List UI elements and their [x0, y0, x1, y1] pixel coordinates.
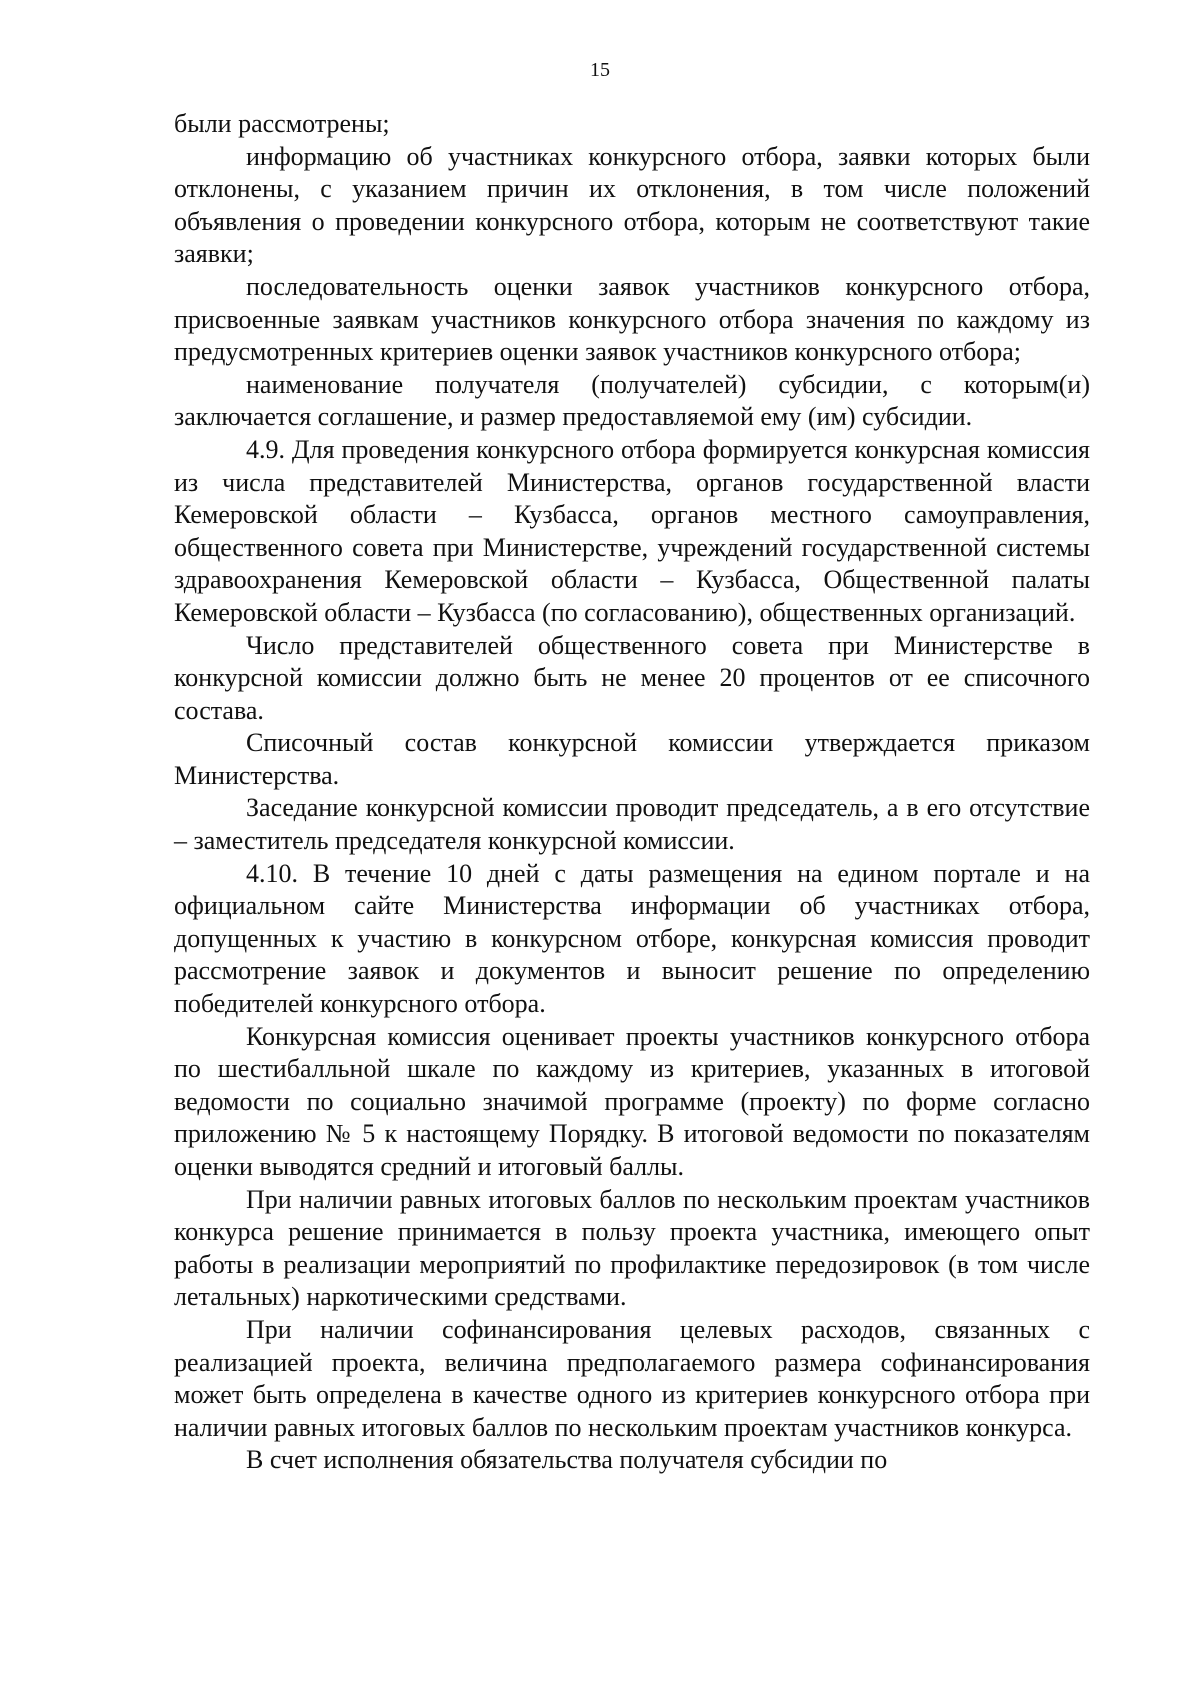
paragraph-12: При наличии софинансирования целевых расходов, связанных с реализацией проекта, величина предполагаемого размера софинансирования может быть определена в качестве одного из критериев конкурсного отбора при наличии равных итоговых баллов по нескольким проектам участников конкурса.	[174, 1314, 1090, 1442]
paragraph-1: были рассмотрены;	[174, 109, 390, 138]
paragraph-5: 4.9. Для проведения конкурсного отбора формируется конкурсная комиссия из числа представителей Министерства, органов государственной власти Кемеровской области – Кузбасса, органов местного самоуправления, общественного совета при Министерстве, учреждений государственной системы здравоохранения Кемеровской области – Кузбасса, Общественной палаты Кемеровской области – Кузбасса (по согласованию), общественных организаций.	[174, 434, 1090, 627]
paragraph-7: Списочный состав конкурсной комиссии утверждается приказом Министерства.	[174, 728, 1090, 790]
paragraph-9: 4.10. В течение 10 дней с даты размещения на едином портале и на официальном сайте Министерства информации об участниках отбора, допущенных к участию в конкурсном отборе, конкурсная комиссия проводит рассмотрение заявок и документов и выносит решение по определению победителей конкурсного отбора.	[174, 858, 1090, 1019]
document-body	[174, 108, 1090, 1477]
paragraph-4: наименование получателя (получателей) субсидии, с которым(и) заключается соглашение, и размер предоставляемой ему (им) субсидии.	[174, 369, 1090, 432]
paragraph-13: В счет исполнения обязательства получателя субсидии по	[246, 1445, 888, 1475]
page-number: 15	[590, 59, 610, 81]
paragraph-10: Конкурсная комиссия оценивает проекты участников конкурсного отбора по шестибалльной шкале по каждому из критериев, указанных в итоговой ведомости по социально значимой программе (проекту) по форме согласно приложению № 5 к настоящему Порядку. В итоговой ведомости по показателям оценки выводятся средний и итоговый баллы.	[174, 1021, 1090, 1181]
paragraph-2: информацию об участниках конкурсного отбора, заявки которых были отклонены, с указанием причин их отклонения, в том числе положений объявления о проведении конкурсного отбора, которым не соответствуют такие заявки;	[174, 141, 1090, 269]
paragraph-8: Заседание конкурсной комиссии проводит председатель, а в его отсутствие – заместитель председателя конкурсной комиссии.	[174, 793, 1090, 856]
paragraph-11: При наличии равных итоговых баллов по нескольким проектам участников конкурса решение принимается в пользу проекта участника, имеющего опыт работы в реализации мероприятий по профилактике передозировок (в том числе летальных) наркотическими средствами.	[174, 1184, 1090, 1312]
paragraph-3: последовательность оценки заявок участников конкурсного отбора, присвоенные заявкам участников конкурсного отбора значения по каждому из предусмотренных критериев оценки заявок участников конкурсного отбора;	[174, 271, 1090, 367]
paragraph-6: Число представителей общественного совета при Министерстве в конкурсной комиссии должно быть не менее 20 процентов от ее списочного состава.	[174, 630, 1090, 725]
